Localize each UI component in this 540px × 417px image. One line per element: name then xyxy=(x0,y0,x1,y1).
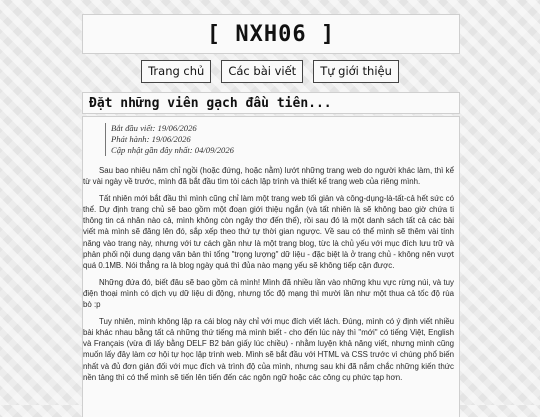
nav-about-button[interactable]: Tự giới thiệu xyxy=(313,60,399,83)
post-title: Đặt những viên gạch đầu tiên... xyxy=(89,95,332,111)
post-paragraph: Sau bao nhiêu năm chỉ ngồi (hoặc đứng, hoặc nằm) lướt những trang web do người khác làm, thì kể từ vài ngày về trước, mình đã bắt đầu tìm tòi cách lập trình và thiết kế trang web của riêng mình. xyxy=(83,166,454,187)
nav-home-button[interactable]: Trang chủ xyxy=(141,60,211,83)
post-paragraph: Tất nhiên mới bắt đầu thì mình cũng chỉ làm một trang web tối giản và công-dụng-là-tất-cả hết sức có thể. Dự định trang chủ sẽ bao gồm một đoạn giới thiệu ngắn (và tất nhiên là sẽ không bao giờ chứa ti thông tin cá nhân nào cả, mình không còn ngây thơ đến thế), rồi sau đó là một danh sách tất cả các bài viết mà mình sẽ đăng lên đó, sắp xếp theo thứ tự thời gian ngược. Về sau có thể mình sẽ thêm vài tính năng vào trang này, nhưng với tư cách gần như là một trang blog, từc là chủ yếu với mục đích lưu trữ và phản phối nội dung dạng văn bản thì tổng "trọng lượng" dữ liệu - đặc biệt là ở trang chủ - không nên vượt quá 0.1MB. Nói thẳng ra là blog ngày quá thì đủa nào mạng yếu sẽ không tiếp cận được. xyxy=(83,194,454,270)
meta-published-date: Phát hành: 19/06/2026 xyxy=(111,134,191,144)
meta-updated-date: Cập nhật gần đây nhất: 04/09/2026 xyxy=(111,145,234,155)
post-article xyxy=(82,116,460,417)
nav-posts-button[interactable]: Các bài viết xyxy=(221,60,303,83)
site-title[interactable]: [ NXH06 ] xyxy=(206,21,336,47)
site-header xyxy=(82,14,460,54)
post-paragraph: Những đứa đó, biết đâu sẽ bao gồm cả mình! Mình đã nhiều lần vào những khu vực rừng núi, và tuy điện thoại mình có dịch vụ dữ liệu di động, nhưng tốc độ mạng thì mười lần như một thua cả tốc độ rùa bò :p xyxy=(83,277,454,310)
post-meta xyxy=(105,123,459,156)
post-paragraph: Tuy nhiên, mình không lập ra cái blog này chỉ với mục đích viết lách. Đúng, mình có ý định viết nhiều bài khác nhau bằng tất cả những thứ tiếng mà mình biết - cho đến lúc này thì "mới" có tiếng Việt, English và Français (vừa đi lấy bằng DELF B2 bản giấy lúc chiều) - nhằm luyện khả năng viết, nhưng mình cũng muốn lấy đây làm cơ hội tự học lập trình web. Mình sẽ bắt đầu với HTML và CSS trước vì chúng phổ biến nhất và đủ đơn giản đối với mục đích và trình độ của mình, nhưng sau khi đã nắm chắc những kiến thức nền tảng thì có thể mình sẽ tiến lên tiến đến các ngôn ngữ hoặc các công cụ phức tạp hơn. xyxy=(83,317,454,382)
meta-written-date: Bắt đầu viết: 19/06/2026 xyxy=(111,123,197,133)
main-nav xyxy=(0,60,540,83)
post-title-bar xyxy=(82,92,460,114)
post-content xyxy=(83,165,459,383)
